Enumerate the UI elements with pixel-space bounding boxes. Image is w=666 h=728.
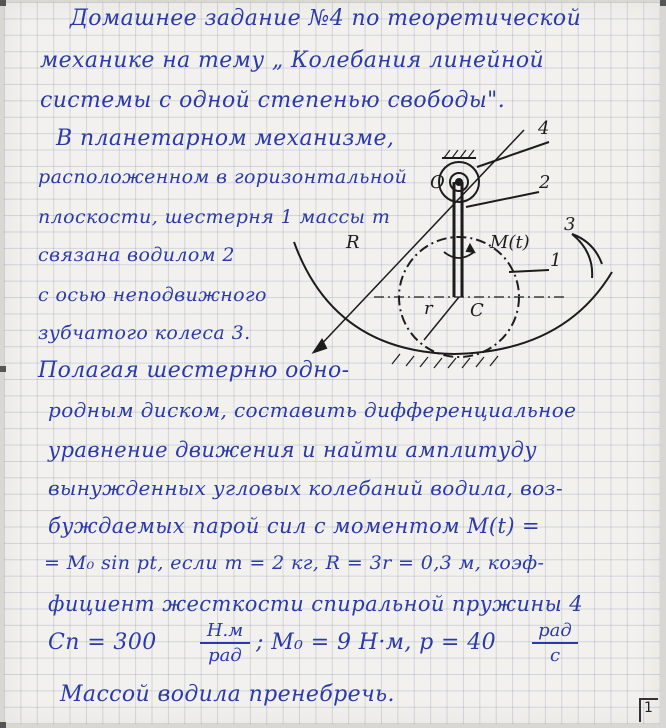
crop-handle[interactable]: [0, 366, 6, 372]
frequency-unit-denominator: с: [549, 645, 561, 666]
crop-handle[interactable]: [660, 0, 666, 6]
stiffness-unit-denominator: рад: [208, 645, 242, 666]
text-line-last: Массой водила пренебречь.: [60, 682, 395, 707]
stiffness-unit-numerator: Н.м: [206, 620, 244, 641]
text-line-15: = M₀ sin pt, если m = 2 кг, R = 3r = 0,3 м, коэф-: [44, 552, 545, 574]
title-line-1: Домашнее задание №4 по теоретической: [70, 6, 582, 31]
text-line-11: родным диском, составить дифференциальное: [48, 398, 577, 422]
text-line-9: зубчатого колеса 3.: [38, 322, 251, 344]
label-3: 3: [564, 214, 576, 235]
page-number: 1: [639, 698, 658, 722]
text-line-10: Полагая шестерню одно-: [38, 358, 350, 383]
support-hatching: [444, 150, 474, 158]
crop-handle[interactable]: [0, 0, 6, 6]
notebook-page: [4, 2, 660, 724]
title-line-2: механике на тему „ Колебания линейной: [40, 48, 545, 73]
text-line-14: буждаемых парой сил с моментом M(t) =: [48, 514, 541, 538]
moment-arrow: [444, 252, 474, 258]
text-line-5: расположенном в горизонтальной: [38, 166, 408, 188]
label-C: C: [470, 300, 484, 321]
label-1: 1: [550, 250, 562, 271]
crop-handle[interactable]: [0, 722, 6, 728]
stiffness-line: Cп = 300: [48, 630, 157, 655]
moment-frequency-line: ; M₀ = 9 Н·м, p = 40: [256, 630, 497, 655]
text-line-8: с осью неподвижного: [38, 284, 267, 306]
text-line-13: вынужденных угловых колебаний водила, воз-: [48, 476, 564, 500]
text-line-12: уравнение движения и найти амплитуду: [48, 438, 537, 462]
label-4: 4: [538, 118, 550, 139]
label-O: O: [430, 172, 445, 193]
text-line-16: фициент жесткости спиральной пружины 4: [48, 592, 583, 616]
label-mt: M(t): [490, 232, 530, 253]
text-line-7: связана водилом 2: [38, 244, 235, 266]
label-R: R: [346, 232, 360, 253]
text-line-6: плоскости, шестерня 1 массы m: [38, 206, 391, 228]
text-line-4: В планетарном механизме,: [56, 126, 395, 151]
title-line-3: системы с одной степенью свободы".: [40, 88, 506, 113]
label-r: r: [424, 298, 433, 319]
planetary-mechanism-diagram: [4, 2, 660, 724]
label-2: 2: [539, 172, 551, 193]
frequency-unit-numerator: рад: [538, 620, 572, 641]
